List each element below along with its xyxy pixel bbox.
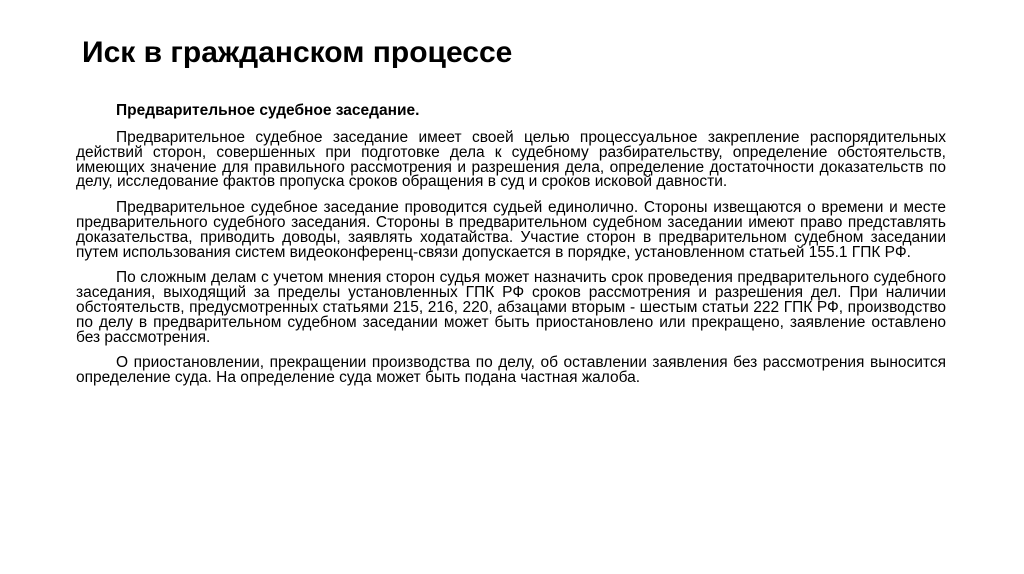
slide-body bbox=[76, 102, 946, 397]
slide-title: Иск в гражданском процессе bbox=[82, 36, 513, 69]
paragraph-2: Предварительное судебное заседание проводится судьей единолично. Стороны извещаются о времени и месте предварительного судебного заседания. Стороны в предварительном судебном заседании имеют право представлять доказательства, приводить доводы, заявлять ходатайства. Участие сторон в предварительном судебном заседании путем использования систем видеоконференц-связи допускается в порядке, установленном статьей 155.1 ГПК РФ. bbox=[76, 199, 946, 261]
paragraph-4: О приостановлении, прекращении производства по делу, об оставлении заявления без рассмотрения выносится определение суда. На определение суда может быть подана частная жалоба. bbox=[76, 354, 946, 387]
slide-subheading: Предварительное судебное заседание. bbox=[116, 102, 420, 119]
paragraph-1: Предварительное судебное заседание имеет своей целью процессуальное закрепление распорядительных действий сторон, совершенных при подготовке дела к судебному разбирательству, определение обстоятельств, имеющих значение для правильного рассмотрения и разрешения дела, определение достаточности доказательств по делу, исследование фактов пропуска сроков обращения в суд и сроков исковой давности. bbox=[76, 129, 946, 191]
paragraph-3: По сложным делам с учетом мнения сторон судья может назначить срок проведения предварительного судебного заседания, выходящий за пределы установленных ГПК РФ сроков рассмотрения и разрешения дел. При наличии обстоятельств, предусмотренных статьями 215, 216, 220, абзацами вторым - шестым статьи 222 ГПК РФ, производство по делу в предварительном судебном заседании может быть приостановлено или прекращено, заявление оставлено без рассмотрения. bbox=[76, 269, 946, 346]
